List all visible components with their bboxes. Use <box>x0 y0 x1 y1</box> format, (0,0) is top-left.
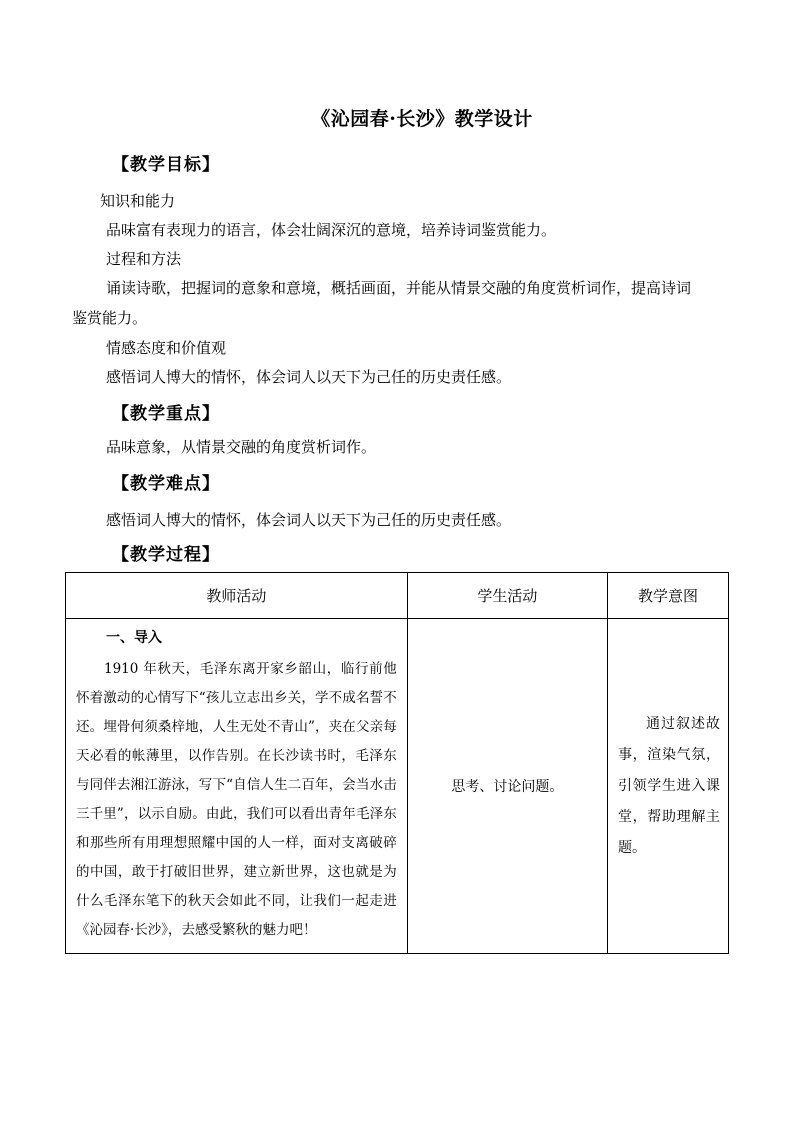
table-header-row <box>66 573 729 619</box>
teacher-section-title: 一、导入 <box>106 630 162 646</box>
teacher-activity-cell <box>66 619 408 954</box>
heading-objectives: 【教学目标】 <box>112 155 220 175</box>
heading-difficulties: 【教学难点】 <box>112 474 220 494</box>
header-student-activity: 学生活动 <box>407 573 607 619</box>
knowledge-text: 品味富有表现力的语言，体会壮阔深沉的意境，培养诗词鉴赏能力。 <box>106 221 557 239</box>
emotion-text: 感悟词人博大的情怀，体会词人以天下为己任的历史责任感。 <box>106 368 512 386</box>
process-text-line2: 鉴赏能力。 <box>72 309 148 327</box>
emotion-label: 情感态度和价值观 <box>106 339 227 357</box>
knowledge-label: 知识和能力 <box>100 192 176 210</box>
header-teacher-activity: 教师活动 <box>66 573 408 619</box>
teaching-intent-cell: 通过叙述故事，渲染气氛，引领学生进入课堂，帮助理解主题。 <box>607 619 728 954</box>
process-text-line1: 诵读诗歌，把握词的意象和意境，概括画面，并能从情景交融的角度赏析词作，提高诗词 <box>106 279 692 297</box>
key-points-text: 品味意象，从情景交融的角度赏析词作。 <box>106 438 377 456</box>
header-teaching-intent: 教学意图 <box>607 573 728 619</box>
heading-key-points: 【教学重点】 <box>112 404 220 424</box>
teacher-activity-text: 1910 年秋天，毛泽东离开家乡韶山，临行前他怀着激动的心情写下“孩儿立志出乡关，学不成名誓不还。埋骨何须桑梓地，人生无处不青山”，夹在父亲每天必看的帐薄里，以作告别。在长沙读书时，毛泽东与同伴去湘江游泳，写下“自信人生二百年，会当水击三千里”，以示自励。由此，我们可以看出青年毛泽东和那些所有用理想照耀中国的人一样，面对支离破碎的中国，敢于打破旧世界，建立新世界，这也就是为什么毛泽东笔下的秋天会如此不同，让我们一起走进《沁园春·长沙》，去感受繁秋的魅力吧！ <box>76 661 397 938</box>
process-label: 过程和方法 <box>106 250 182 268</box>
process-table <box>65 572 729 954</box>
student-activity-cell: 思考、讨论问题。 <box>407 619 607 954</box>
table-row <box>66 619 729 954</box>
heading-process: 【教学过程】 <box>112 545 220 565</box>
document-title: 《沁园春·长沙》教学设计 <box>311 108 533 130</box>
difficulties-text: 感悟词人博大的情怀，体会词人以天下为己任的历史责任感。 <box>106 511 512 529</box>
